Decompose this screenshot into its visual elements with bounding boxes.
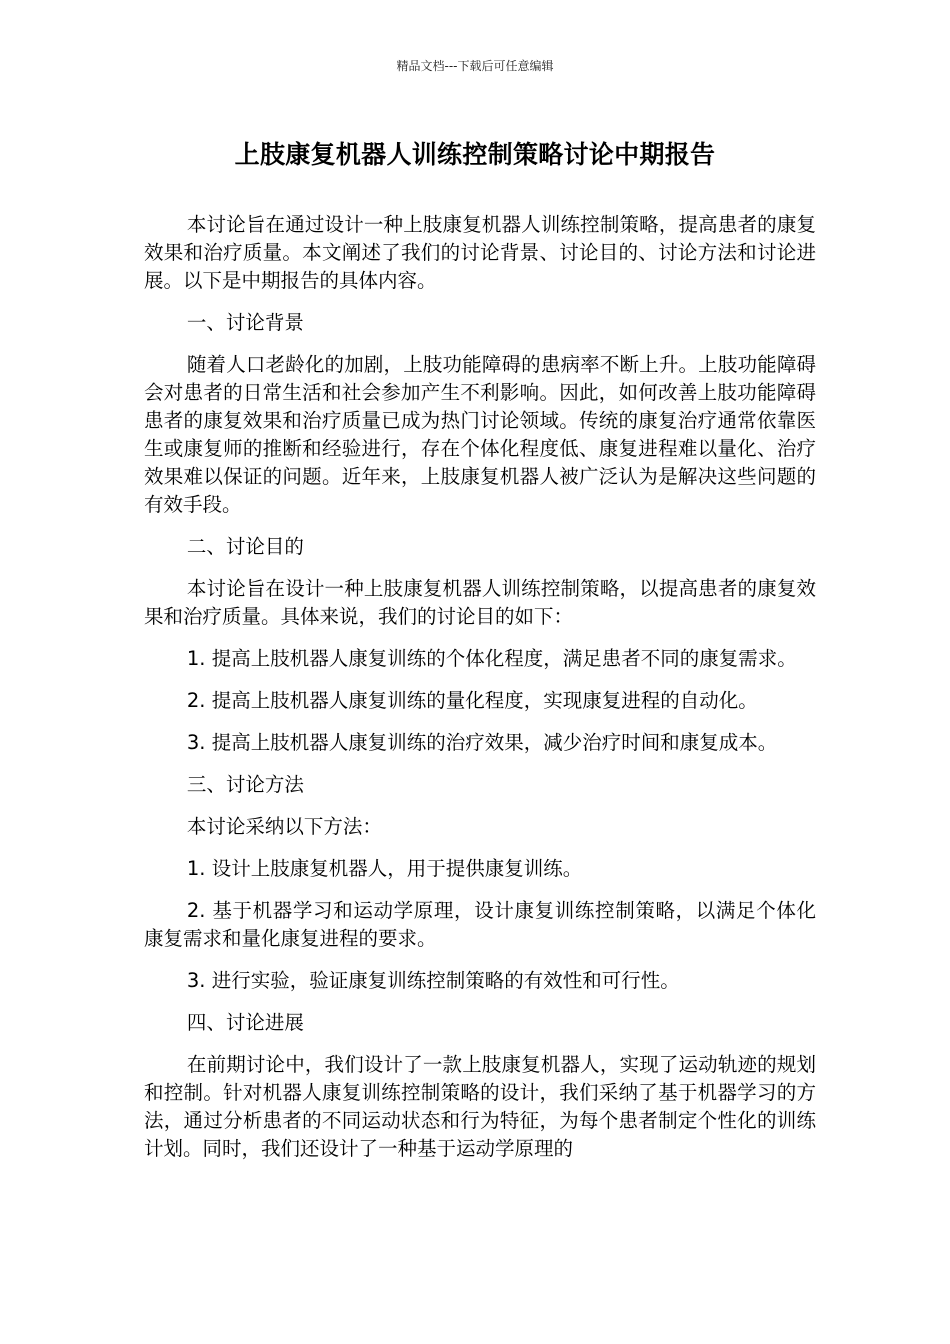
section-heading-purpose: 二、讨论目的	[186, 535, 304, 558]
section-heading-method: 三、讨论方法	[186, 773, 304, 796]
method-item-3: 3. 进行实验，验证康复训练控制策略的有效性和可行性。	[186, 969, 680, 992]
method-item-1: 1. 设计上肢康复机器人，用于提供康复训练。	[186, 857, 583, 880]
intro-paragraph: 本讨论旨在通过设计一种上肢康复机器人训练控制策略，提高患者的康复效果和治疗质量。本文阐述了我们的讨论背景、讨论目的、讨论方法和讨论进展。以下是中期报告的具体内容。	[144, 213, 816, 292]
progress-paragraph: 在前期讨论中，我们设计了一款上肢康复机器人，实现了运动轨迹的规划和控制。针对机器人康复训练控制策略的设计，我们采纳了基于机器学习的方法，通过分析患者的不同运动状态和行为特征，为每个患者制定个性化的训练计划。同时，我们还设计了一种基于运动学原理的	[144, 1053, 816, 1160]
purpose-item-1: 1. 提高上肢机器人康复训练的个体化程度，满足患者不同的康复需求。	[186, 647, 797, 670]
section-heading-background: 一、讨论背景	[186, 311, 304, 334]
purpose-item-2: 2. 提高上肢机器人康复训练的量化程度，实现康复进程的自动化。	[186, 689, 758, 712]
document-body	[144, 211, 816, 1177]
purpose-paragraph: 本讨论旨在设计一种上肢康复机器人训练控制策略，以提高患者的康复效果和治疗质量。具体来说，我们的讨论目的如下：	[144, 577, 816, 628]
method-item-2: 2. 基于机器学习和运动学原理，设计康复训练控制策略，以满足个体化康复需求和量化康复进程的要求。	[144, 899, 816, 950]
purpose-item-3: 3. 提高上肢机器人康复训练的治疗效果，减少治疗时间和康复成本。	[186, 731, 778, 754]
header-note: 精品文档---下载后可任意编辑	[396, 59, 554, 73]
background-paragraph: 随着人口老龄化的加剧，上肢功能障碍的患病率不断上升。上肢功能障碍会对患者的日常生活和社会参加产生不利影响。因此，如何改善上肢功能障碍患者的康复效果和治疗质量已成为热门讨论领域。传统的康复治疗通常依靠医生或康复师的推断和经验进行，存在个体化程度低、康复进程难以量化、治疗效果难以保证的问题。近年来，上肢康复机器人被广泛认为是解决这些问题的有效手段。	[144, 353, 816, 516]
method-paragraph: 本讨论采纳以下方法：	[186, 815, 382, 838]
document-title: 上肢康复机器人训练控制策略讨论中期报告	[234, 140, 716, 169]
section-heading-progress: 四、讨论进展	[186, 1011, 304, 1034]
